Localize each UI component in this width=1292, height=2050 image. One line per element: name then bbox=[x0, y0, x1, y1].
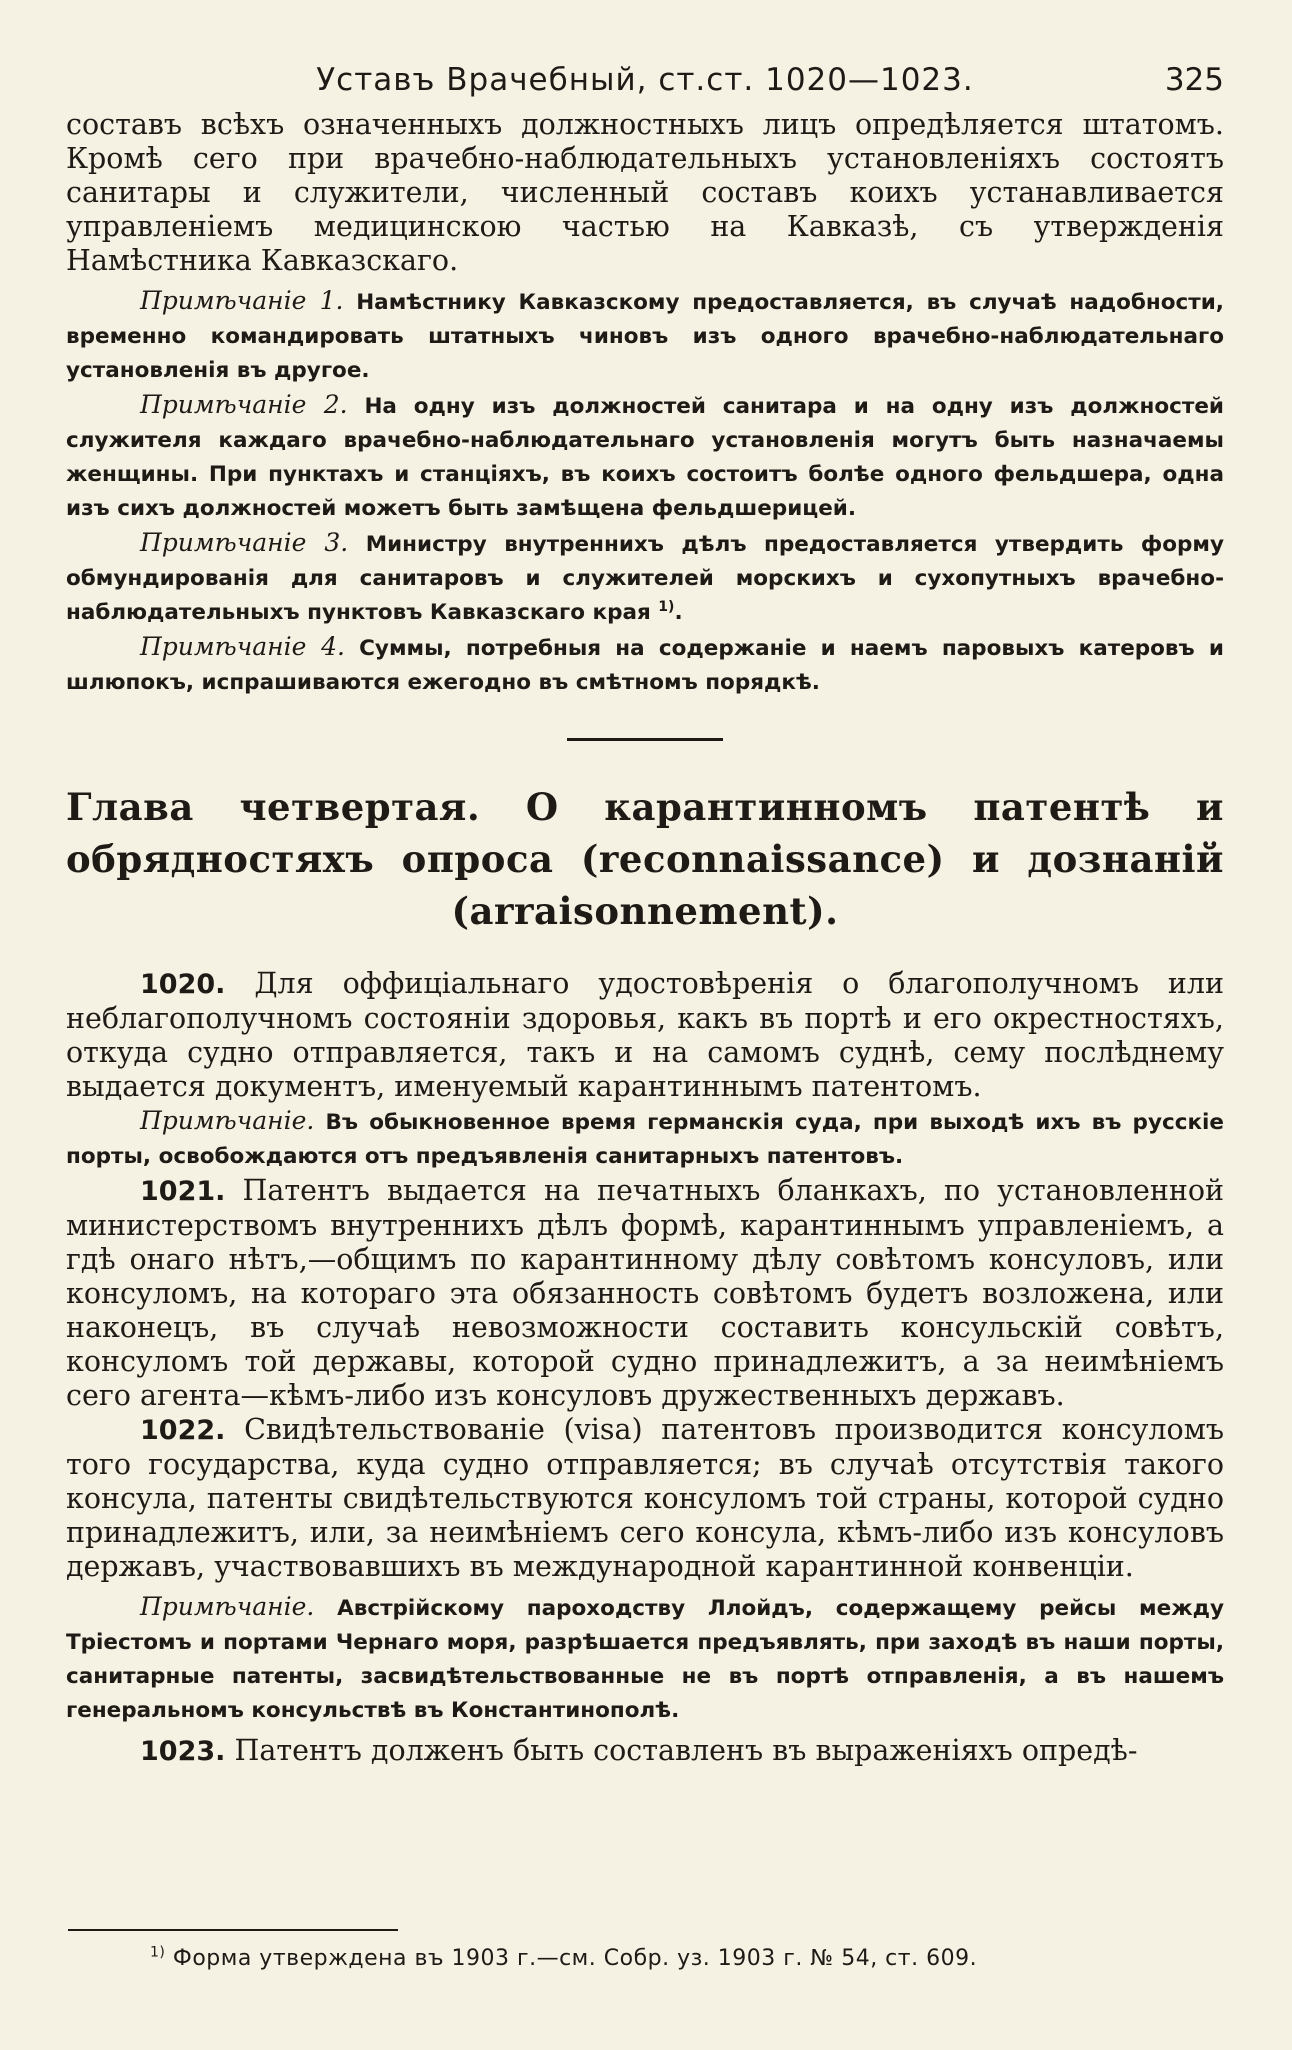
article-1020 bbox=[66, 967, 1224, 1104]
note-text: Суммы, потребныя на содержаніе и наемъ паровыхъ катеровъ и шлюпокъ, испрашиваются ежегодно въ смѣтномъ порядкѣ. bbox=[66, 636, 1224, 695]
note-label: Примѣчаніе. bbox=[140, 1592, 315, 1621]
note-text: Намѣстнику Кавказскому предоставляется, въ случаѣ надобности, временно командировать штатныхъ чиновъ изъ одного врачебно-наблюдательнаго установленія въ другое. bbox=[66, 290, 1224, 383]
footnote-mark: 1) bbox=[150, 1944, 166, 1961]
note-1 bbox=[66, 284, 1224, 388]
note-4 bbox=[66, 630, 1224, 700]
article-text: Патентъ долженъ быть составленъ въ выраженіяхъ опредѣ- bbox=[234, 1734, 1138, 1767]
article-number: 1023. bbox=[140, 1736, 226, 1767]
article-text: Патентъ выдается на печатныхъ бланкахъ, по установленной министерствомъ внутреннихъ дѣлъ формѣ, карантиннымъ управленіемъ, а гдѣ онаго нѣтъ,—общимъ по карантинному дѣлу совѣтомъ консуловъ, или консуломъ, на котораго эта обязанность совѣтомъ будетъ возложена, или наконецъ, въ случаѣ невозможности составить консульскій совѣтъ, консуломъ той державы, которой судно принадлежитъ, а за неимѣніемъ сего агента—кѣмъ-либо изъ консуловъ дружественныхъ державъ. bbox=[66, 1174, 1224, 1412]
running-header bbox=[66, 62, 1224, 108]
running-title: Уставъ Врачебный, ст.ст. 1020—1023. bbox=[316, 62, 974, 98]
intro-paragraph: составъ всѣхъ означенныхъ должностныхъ лицъ опредѣляется штатомъ. Кромѣ сего при врачебно-наблюдательныхъ установленіяхъ состоятъ санитары и служители, численный составъ коихъ устанавливается управленіемъ медицинскою частью на Кавказѣ, съ утвержденія Намѣстника Кавказскаго. bbox=[66, 108, 1224, 277]
article-number: 1022. bbox=[140, 1415, 226, 1446]
page-number: 325 bbox=[1164, 62, 1224, 98]
note-3 bbox=[66, 526, 1224, 630]
note-text: Министру внутреннихъ дѣлъ предоставляется утвердить форму обмундированія для санитаровъ и служителей морскихъ и сухопутныхъ врачебно-наблюдательныхъ пунктовъ Кавказскаго края bbox=[66, 532, 1224, 625]
footnote bbox=[150, 1946, 977, 1971]
article-text: Для оффиціальнаго удостовѣренія о благополучномъ или неблагополучномъ состояніи здоровья, какъ въ портѣ и его окрестностяхъ, откуда судно отправляется, такъ и на самомъ суднѣ, сему послѣднему выдается документъ, именуемый карантиннымъ патентомъ. bbox=[66, 967, 1224, 1103]
article-text: Свидѣтельствованіе (visa) патентовъ производится консуломъ того государства, куда судно отправляется; въ случаѣ отсутствія такого консула, патенты свидѣтельствуются консуломъ той страны, которой судно принадлежитъ, или, за неимѣніемъ сего консула, кѣмъ-либо изъ консуловъ державъ, участвовавшихъ въ международной карантинной конвенціи. bbox=[66, 1413, 1224, 1583]
article-number: 1021. bbox=[140, 1176, 226, 1207]
note-label: Примѣчаніе 3. bbox=[140, 528, 349, 557]
footnote-rule bbox=[68, 1929, 398, 1931]
note-2 bbox=[66, 388, 1224, 526]
note-label: Примѣчаніе. bbox=[140, 1106, 315, 1135]
article-number: 1020. bbox=[140, 969, 226, 1000]
article-1021 bbox=[66, 1174, 1224, 1413]
note-text: На одну изъ должностей санитара и на одну изъ должностей служителя каждаго врачебно-наблюдательнаго установленія могутъ быть назначаемы женщины. При пунктахъ и станціяхъ, въ коихъ состоитъ болѣе одного фельдшера, одна изъ сихъ должностей можетъ быть замѣщена фельдшерицей. bbox=[66, 394, 1224, 521]
section-divider bbox=[567, 738, 723, 741]
article-1022 bbox=[66, 1413, 1224, 1584]
note-1022 bbox=[66, 1590, 1224, 1728]
note-label: Примѣчаніе 1. bbox=[140, 286, 344, 315]
chapter-heading: Глава четвертая. О карантинномъ патентѣ и обрядностяхъ опроса (reconnaissance) и дознаній (arraisonnement). bbox=[66, 785, 1224, 933]
note-end: . bbox=[674, 600, 683, 625]
footnote-text: Форма утверждена въ 1903 г.—см. Собр. уз. 1903 г. № 54, ст. 609. bbox=[172, 1946, 978, 1971]
note-label: Примѣчаніе 2. bbox=[140, 390, 348, 419]
note-text: Въ обыкновенное время германскія суда, при выходѣ ихъ въ русскіе порты, освобождаются отъ предъявленія санитарныхъ патентовъ. bbox=[66, 1110, 1224, 1169]
note-1020 bbox=[66, 1104, 1224, 1174]
footnote-ref: 1) bbox=[658, 598, 675, 615]
note-label: Примѣчаніе 4. bbox=[140, 632, 345, 661]
note-text: Австрійскому пароходству Ллойдъ, содержащему рейсы между Тріестомъ и портами Чернаго моря, разрѣшается предъявлять, при заходѣ въ наши порты, санитарные патенты, засвидѣтельствованные не въ портѣ отправленія, а въ нашемъ генеральномъ консульствѣ въ Константинополѣ. bbox=[66, 1596, 1224, 1723]
article-1023 bbox=[66, 1734, 1224, 1769]
